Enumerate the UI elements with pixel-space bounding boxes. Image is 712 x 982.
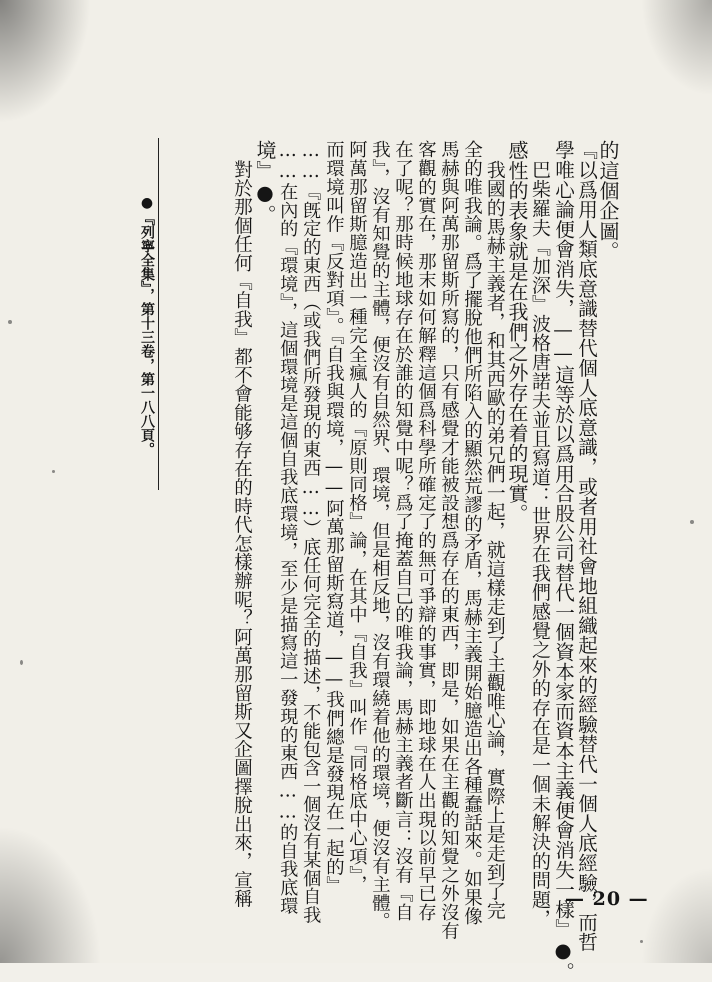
text-column-4: 巴柴羅夫『加深』波格唐諾夫並且寫道：世界在我們感覺之外的存在是一個未解決的問題， bbox=[529, 160, 551, 928]
text-column-6: 我國的馬赫主義者，和其西歐的弟兄們一起，就這樣走到了主觀唯心論，實際上是走到了完 bbox=[483, 160, 505, 920]
text-column-13: 而環境叫作『反對項』。『自我與環境，——阿萬那留斯寫道，——我們總是發現在一起的』 bbox=[323, 140, 345, 895]
text-column-5: 感性的表象就是在我們之外存在着的現實。 bbox=[505, 140, 529, 524]
text-column-16: 境』●。 bbox=[253, 140, 277, 225]
footnote: ●『列寧全集』，第十三卷，第一八八頁。 bbox=[139, 195, 155, 456]
text-column-15: ……在內的『環境』，這個環境是這個自我底環境，至少是描寫這一發現的東西……的自我底環 bbox=[277, 140, 299, 915]
text-column-1: 的這個企圖。 bbox=[596, 140, 620, 262]
ink-speck bbox=[52, 470, 55, 473]
footnote-divider bbox=[158, 138, 159, 490]
ink-speck bbox=[690, 520, 694, 524]
ink-speck bbox=[8, 320, 12, 324]
text-column-2: 『以爲用人類底意識替代個人底意識，或者用社會地組織起來的經驗替代一個人底經驗，而哲 bbox=[574, 140, 598, 952]
text-column-14: ……『旣定的東西（或我們所發現的東西……）底任何完全的描述，不能包含一個沒有某個自我 bbox=[300, 140, 322, 924]
text-column-8: 馬赫與阿萬那留斯所寫的，只有感覺才能被設想爲存在的東西，即是，如果在主觀的知覺之外沒有 bbox=[438, 140, 460, 940]
ink-speck bbox=[640, 940, 643, 943]
text-column-10: 在了呢？那時候地球存在於誰的知覺中呢？爲了掩蓋自己的唯我論，馬赫主義者斷言：沒有『自 bbox=[392, 140, 414, 922]
text-column-3: 學唯心論便會消失，——這等於以爲用合股公司替代一個資本家而資本主義便會消失一樣』●。 bbox=[551, 140, 575, 982]
text-column-7: 全的唯我論。爲了擺脫他們所陷入的顯然荒謬的矛盾，馬赫主義開始臆造出各種蠢話來。如果像 bbox=[461, 140, 483, 926]
text-column-9: 客觀的實在，那末如何解釋這個爲科學所確定了的無可爭辯的事實，即地球在人出現以前早已存 bbox=[415, 140, 437, 922]
ink-speck bbox=[20, 660, 23, 665]
text-column-17: 對於那個任何『自我』都不會能够存在的時代怎樣辦呢？阿萬那留斯又企圖擇脫出來，宣稱 bbox=[231, 160, 253, 908]
page-number: — 20 — bbox=[565, 888, 649, 910]
text-column-12: 阿萬那留斯臆造出一種完全瘋人的『原則同格』論，在其中『自我』叫作『同格底中心項』， bbox=[346, 140, 368, 894]
text-column-11: 我』，沒有知覺的主體，便沒有自然界、環境，但是相反地，沒有環繞着他的環境，便沒有主體。 bbox=[369, 140, 391, 931]
